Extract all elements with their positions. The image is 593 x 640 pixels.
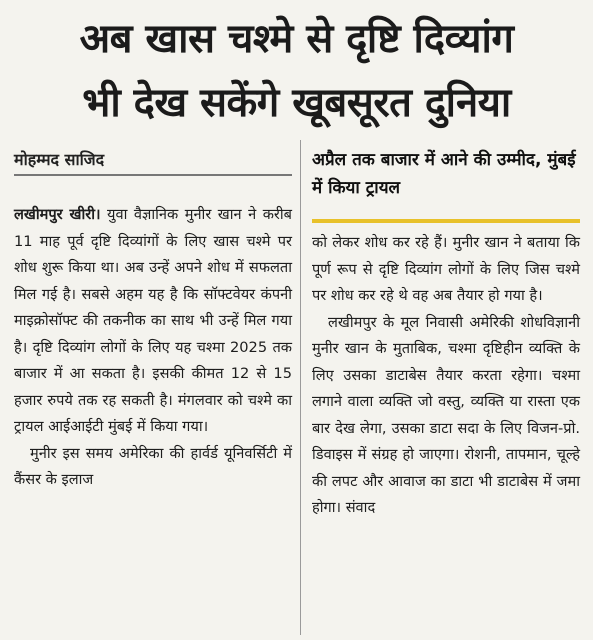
column-divider [300,140,301,635]
headline-line-2: भी देख सकेंगे खूबसूरत दुनिया [82,80,511,126]
right-paragraph-2: लखीमपुर के मूल निवासी अमेरिकी शोधविज्ञानी मुनीर खान के मुताबिक, चश्मा दृष्टिहीन व्यक्ति के लिए उसका डाटाबेस तैयार करता रहेगा। चश्मा लगाने वाला व्यक्ति जो वस्तु, व्यक्ति या रास्ता एक बार देख लेगा, उसका डाटा सदा के लिए विजन-प्रो. डिवाइस में संग्रह हो जाएगा। रोशनी, तापमान, चूल्हे की लपट और आवाज का डाटा भी डाटाबेस में जमा होगा। संवाद [312,313,580,516]
byline-rule [14,174,292,176]
right-paragraph-1: को लेकर शोध कर रहे हैं। मुनीर खान ने बताया कि पूर्ण रूप से दृष्टि दिव्यांग लोगों के लिए जिस चश्मे पर शोध कर रहे थे वह अब तैयार हो गया है। [312,234,580,304]
headline-line-1: अब खास चश्मे से दृष्टि दिव्यांग [79,16,514,62]
byline: मोहम्मद साजिद [14,150,105,169]
left-column [14,202,292,494]
left-paragraph-1-text: युवा वैज्ञानिक मुनीर खान ने करीब 11 माह पूर्व दृष्टि दिव्यांगों के लिए खास चश्मे पर शोध शुरू किया था। अब उन्हें अपने शोध में सफलता मिल गई है। सबसे अहम यह है कि सॉफ्टवेयर कंपनी माइक्रोसॉफ्ट की तकनीक का साथ भी उन्हें मिल गया है। दृष्टि दिव्यांग लोगों के लिए यह चश्मा 2025 तक बाजार में आ सकता है। इसकी कीमत 12 से 15 हजार रुपये तक रह सकती है। मंगलवार को चश्मे का ट्रायल आईआईटी मुंबई में किया गया। [14,206,293,435]
left-paragraph-1 [14,202,292,441]
dateline: लखीमपुर खीरी। [14,206,101,223]
right-column [312,230,580,522]
subheadline: अप्रैल तक बाजार में आने की उम्मीद, मुंबई में किया ट्रायल [312,150,576,198]
left-paragraph-2: मुनीर इस समय अमेरिका की हार्वर्ड यूनिवर्सिटी में कैंसर के इलाज [14,444,292,488]
subheadline-underline [312,219,580,223]
